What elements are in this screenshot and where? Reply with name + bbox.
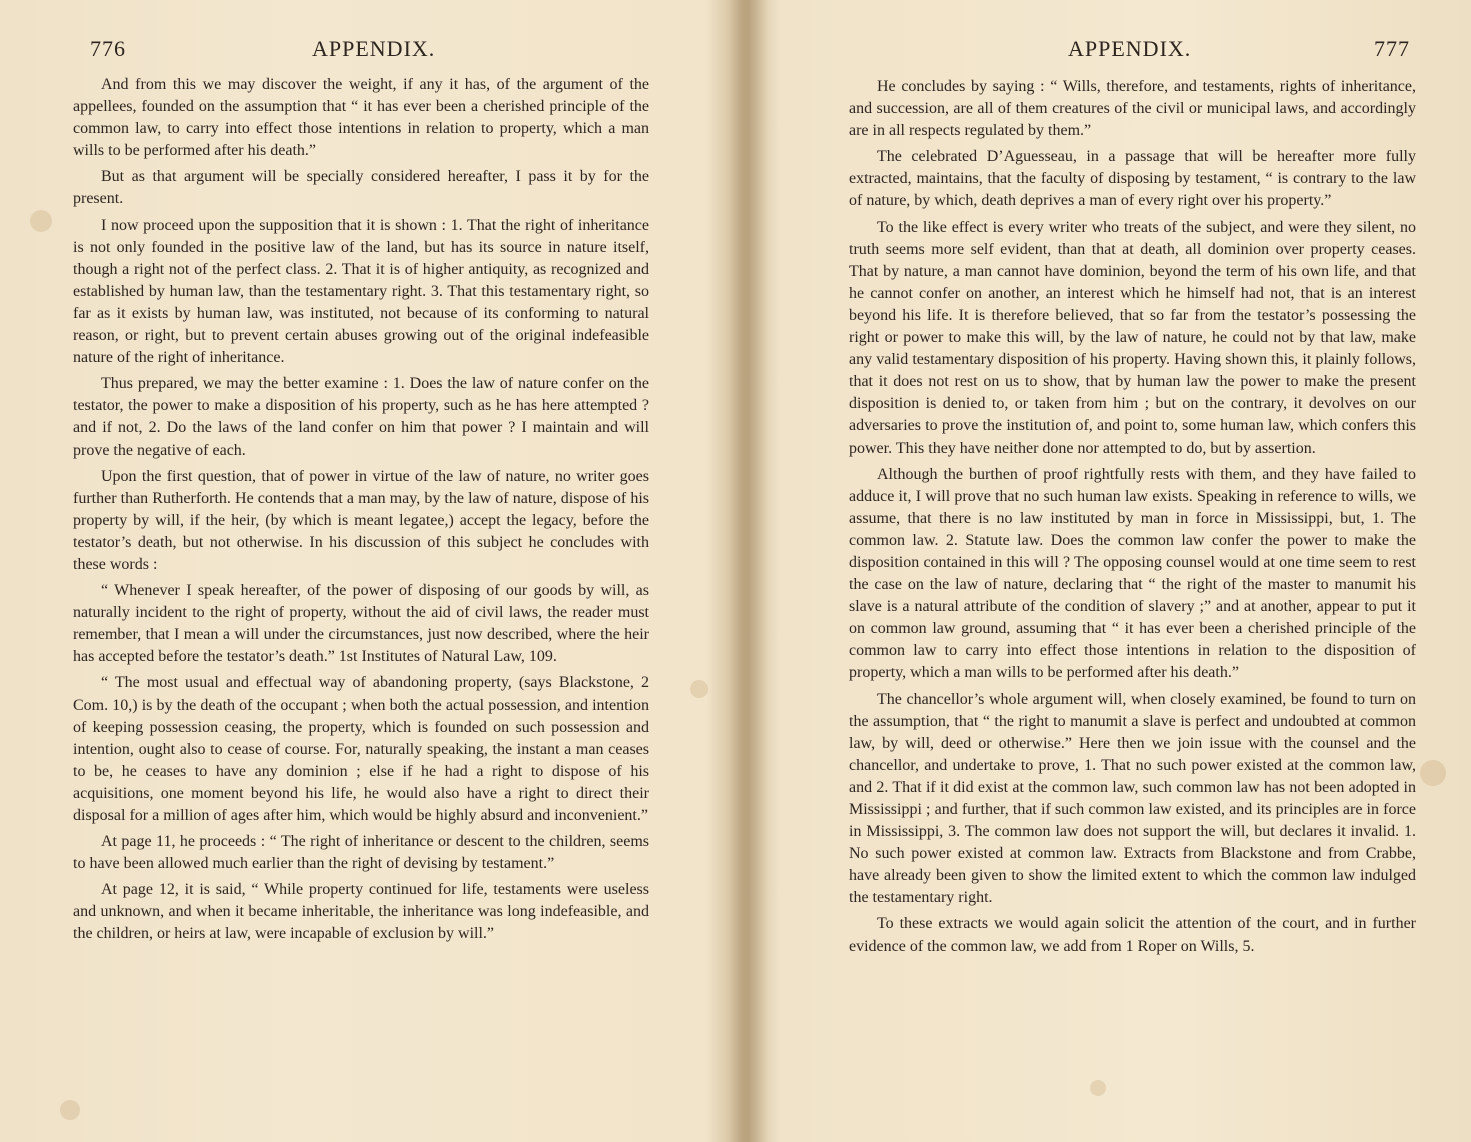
paragraph: “ The most usual and effectual way of abandoning property, (says Blackstone, 2 Com. 10,) is by the death of the occupant ; when both the actual possession, and intention of keeping possession ceasing, the property, which is founded on such possession and intention, ought also to cease of course. For, naturally speaking, the instant a man ceases to be, he ceases to have any dominion ; else if he had a right to dispose of his acquisitions, one moment beyond his life, he would also have a right to direct their disposal for a million of ages after him, which would be highly absurd and inconvenient.” xyxy=(73,674,649,824)
paragraph: At page 11, he proceeds : “ The right of inheritance or descent to the children, seems to have been allowed much earlier than the right of devising by testament.” xyxy=(73,833,649,873)
paragraph: To these extracts we would again solicit the attention of the court, and in further evidence of the common law, we add from 1 Roper on Wills, 5. xyxy=(849,915,1416,955)
paragraph: The celebrated D’Aguesseau, in a passage that will be hereafter more fully extracted, maintains, that the faculty of disposing by testament, “ is contrary to the law of nature, by which, death deprives a man of every right over his property.” xyxy=(849,148,1416,210)
page-body xyxy=(849,76,1416,962)
paragraph: But as that argument will be specially considered hereafter, I pass it by for the present. xyxy=(73,168,649,208)
running-head: APPENDIX. xyxy=(1068,36,1192,61)
paragraph: And from this we may discover the weight, if any it has, of the argument of the appellees, founded on the assumption that “ it has ever been a cherished principle of the common law, to carry into effect those intentions in relation to property, which a man wills to be performed after his death.” xyxy=(73,76,649,160)
page-body xyxy=(73,74,649,950)
paragraph: “ Whenever I speak hereafter, of the power of disposing of our goods by will, as naturally incident to the right of property, without the aid of civil laws, the reader must remember, that I mean a will under the circumstances, just now described, where the heir has accepted before the testator’s death.” 1st Institutes of Natural Law, 109. xyxy=(73,582,649,666)
book-gutter xyxy=(728,0,768,1142)
page-number: 777 xyxy=(1374,36,1410,61)
paragraph: Upon the first question, that of power in virtue of the law of nature, no writer goes further than Rutherforth. He contends that a man may, by the law of nature, dispose of his property by will, if the heir, (by which is meant legatee,) accept the legacy, before the testator’s death, but not otherwise. In his discussion of this subject he concludes with these words : xyxy=(73,467,649,573)
paragraph: The chancellor’s whole argument will, when closely examined, be found to turn on the assumption, that “ the right to manumit a slave is perfect and undoubted at common law, by will, deed or otherwise.” Here then we join issue with the counsel and the chancellor, and undertake to prove, 1. That no such power existed at the common law, and 2. That if it did exist at the common law, such common law has not been adopted in Mississippi ; and further, that if such common law existed, and its principles are in force in Mississippi, 3. The common law does not support the will, but declares it invalid. 1. No such power existed at common law. Extracts from Blackstone and from Crabbe, have already been given to show the limited extent to which the common law indulged the testamentary right. xyxy=(849,690,1416,907)
page-number: 776 xyxy=(90,36,126,61)
paragraph: To the like effect is every writer who treats of the subject, and were they silent, no truth seems more self evident, than that at death, all dominion over property ceases. That by nature, a man cannot have dominion, beyond the term of his own life, and that he cannot confer on another, an interest which he himself had not, that is an interest beyond his life. It is therefore believed, that so far from the testator’s possessing the right or power to make this will, by the law of nature, he could not by that law, make any valid testamentary disposition of his property. Having shown this, it plainly follows, that it does not rest on us to show, that by human law the power to make the present disposition is denied to, or taken from him ; but on the contrary, it devolves on our adversaries to prove the institution of, and point to, some human law, which confers this power. This they have neither done nor attempted to do, but by assertion. xyxy=(849,218,1416,457)
left-page xyxy=(0,0,730,1142)
paragraph: At page 12, it is said, “ While property continued for life, testaments were useless and unknown, and when it became inheritable, the inheritance was long indefeasible, and the children, or heirs at law, were incapable of exclusion by will.” xyxy=(73,881,649,943)
running-head: APPENDIX. xyxy=(312,36,436,61)
paragraph: I now proceed upon the supposition that it is shown : 1. That the right of inheritance is not only founded in the positive law of the land, but has its source in nature itself, though a right not of the perfect class. 2. That it is of higher antiquity, as recognized and established by human law, than the testamentary right. 3. That this testamentary right, so far as it exists by human law, was instituted, not because of its conforming to natural reason, or right, but to prevent certain abuses growing out of the original indefeasible nature of the right of inheritance. xyxy=(73,216,649,367)
right-page xyxy=(765,0,1471,1142)
paragraph: Although the burthen of proof rightfully rests with them, and they have failed to adduce it, I will prove that no such human law exists. Speaking in reference to wills, we assume, that there is no law instituted by man in force in Mississippi, but, 1. The common law. 2. Statute law. Does the common law confer the power to make the disposition contained in this will ? The opposing counsel would at one time seem to rest the case on the law of nature, declaring that “ the right of the master to manumit his slave is a natural attribute of the condition of slavery ;” and at another, appear to put it on common law ground, assuming that “ it has ever been a cherished principle of the common law to carry into effect those intentions in relation to the disposition of property, which a man wills to be performed after his death.” xyxy=(849,465,1416,682)
paragraph: Thus prepared, we may the better examine : 1. Does the law of nature confer on the testator, the power to make a disposition of his property, such as he has here attempted ? and if not, 2. Do the laws of the land confer on him that power ? I maintain and will prove the negative of each. xyxy=(73,375,649,459)
paragraph: He concludes by saying : “ Wills, therefore, and testaments, rights of inheritance, and succession, are all of them creatures of the civil or municipal laws, and accordingly are in all respects regulated by them.” xyxy=(849,78,1416,140)
